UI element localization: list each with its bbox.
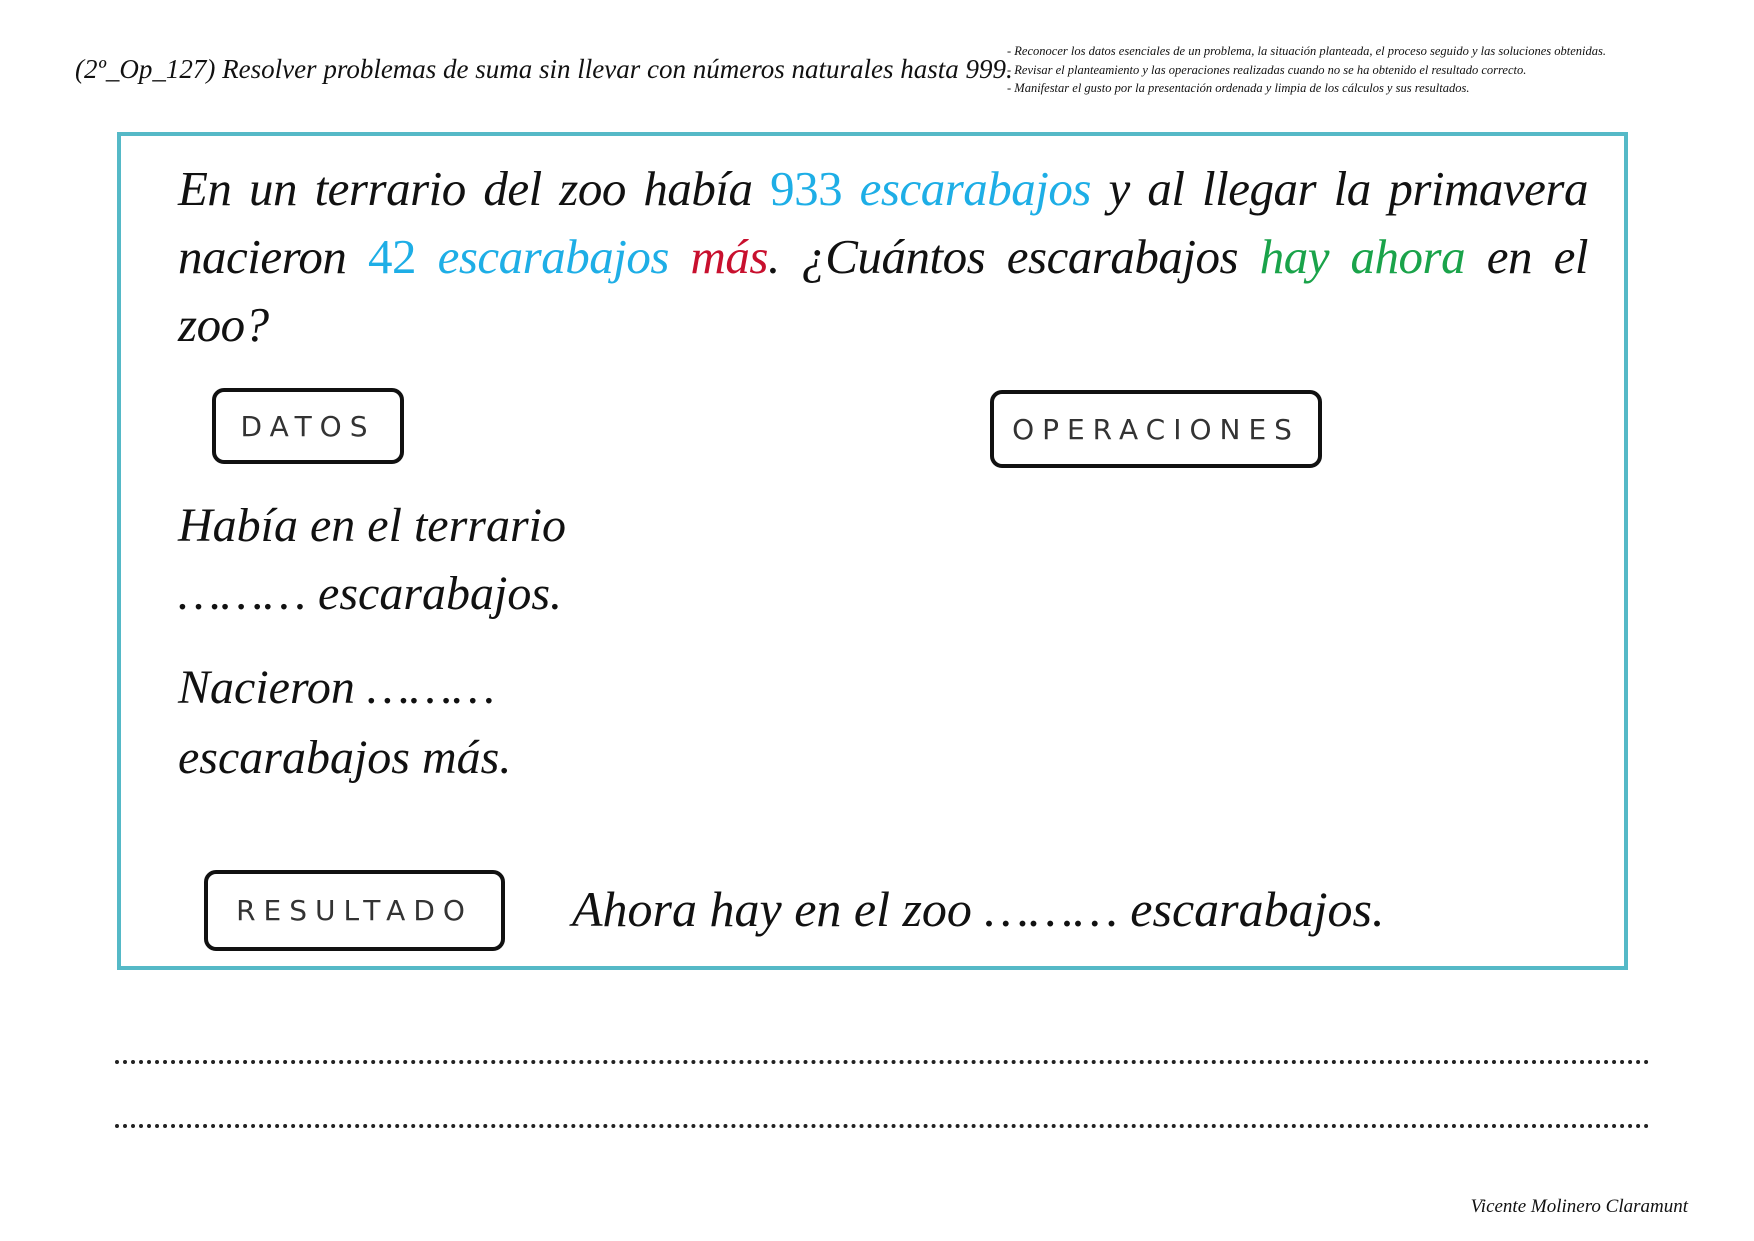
highlight-operation-word: más: [668, 229, 768, 284]
problem-text: en el zoo?: [178, 229, 1588, 352]
highlight-word: escarabajos: [415, 229, 669, 284]
datos-label: DATOS: [212, 388, 404, 464]
objectives-list: [1007, 42, 1606, 98]
worksheet-title: (2º_Op_127) Resolver problemas de suma sin llevar con números naturales hasta 999.: [75, 54, 1013, 84]
problem-statement: [178, 155, 1588, 359]
highlight-question-word: hay ahora: [1259, 229, 1466, 284]
datos-line: Había en el terrario: [178, 499, 566, 552]
answer-sentence: Ahora hay en el zoo ……… escarabajos.: [572, 881, 1385, 937]
author-name: Vicente Molinero Claramunt: [1470, 1196, 1688, 1217]
problem-text: y al llegar la primavera nacieron: [178, 161, 1588, 284]
resultado-label: RESULTADO: [204, 870, 505, 951]
objective-item: - Revisar el planteamiento y las operaciones realizadas cuando no se ha obtenido el resultado correcto.: [1007, 62, 1527, 77]
highlight-number: 42: [367, 229, 416, 284]
highlight-word: escarabajos: [842, 161, 1091, 216]
problem-text: En un terrario del zoo había: [178, 161, 771, 216]
datos-line: Nacieron ………: [178, 661, 495, 714]
highlight-number: 933: [770, 161, 843, 216]
writing-line: [115, 1124, 1650, 1128]
writing-line: [115, 1060, 1650, 1064]
datos-line: ……… escarabajos.: [178, 567, 563, 620]
objective-item: - Reconocer los datos esenciales de un problema, la situación planteada, el proceso seguido y las soluciones obtenidas.: [1007, 44, 1606, 58]
datos-line: escarabajos más.: [178, 731, 512, 784]
objective-item: - Manifestar el gusto por la presentación ordenada y limpia de los cálculos y sus resultados.: [1007, 81, 1470, 95]
problem-text: . ¿Cuántos escarabajos: [767, 229, 1260, 284]
operaciones-label: OPERACIONES: [990, 390, 1322, 468]
